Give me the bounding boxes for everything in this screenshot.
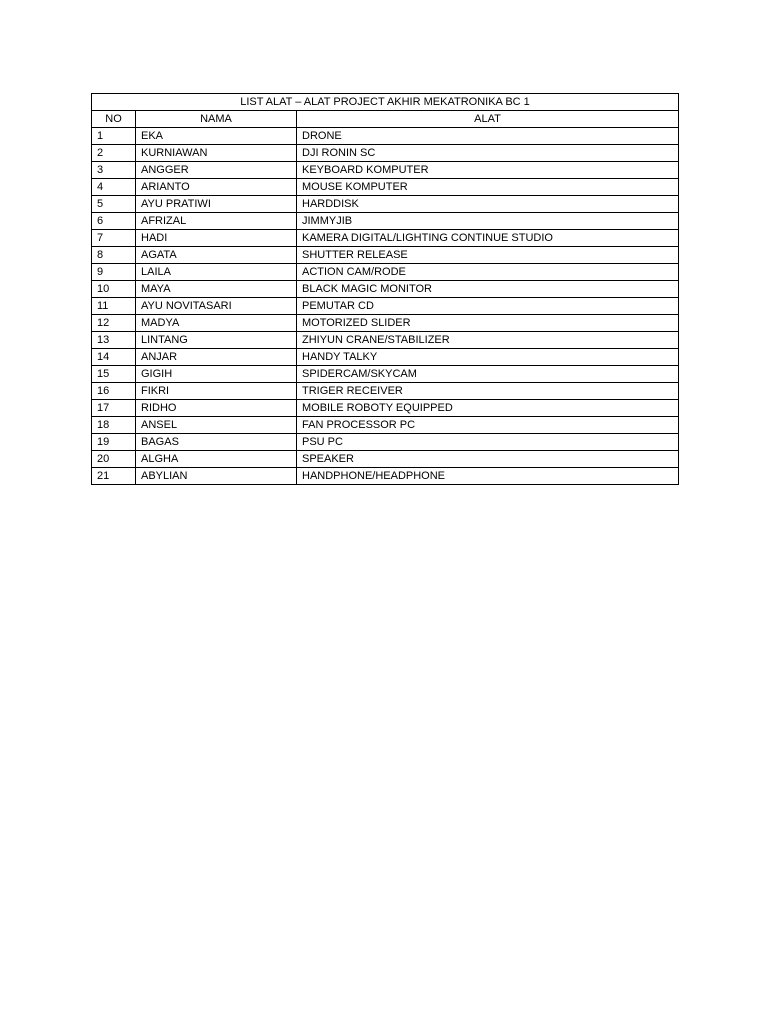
table-row — [92, 162, 679, 179]
equipment-cell: BLACK MAGIC MONITOR — [297, 281, 679, 298]
row-number-cell: 5 — [92, 196, 136, 213]
table-row — [92, 298, 679, 315]
name-cell: AGATA — [136, 247, 297, 264]
table-row — [92, 213, 679, 230]
table-row — [92, 383, 679, 400]
row-number-cell: 16 — [92, 383, 136, 400]
equipment-cell: HARDDISK — [297, 196, 679, 213]
equipment-cell: SPEAKER — [297, 451, 679, 468]
row-number-cell: 18 — [92, 417, 136, 434]
row-number-cell: 20 — [92, 451, 136, 468]
name-cell: BAGAS — [136, 434, 297, 451]
row-number-cell: 15 — [92, 366, 136, 383]
name-cell: MADYA — [136, 315, 297, 332]
equipment-cell: KAMERA DIGITAL/LIGHTING CONTINUE STUDIO — [297, 230, 679, 247]
equipment-cell: ZHIYUN CRANE/STABILIZER — [297, 332, 679, 349]
name-cell: ANSEL — [136, 417, 297, 434]
name-cell: ARIANTO — [136, 179, 297, 196]
table-body — [92, 128, 679, 485]
row-number-cell: 4 — [92, 179, 136, 196]
row-number-cell: 14 — [92, 349, 136, 366]
name-cell: GIGIH — [136, 366, 297, 383]
equipment-cell: MOBILE ROBOTY EQUIPPED — [297, 400, 679, 417]
equipment-cell: DRONE — [297, 128, 679, 145]
name-cell: ALGHA — [136, 451, 297, 468]
table-row — [92, 468, 679, 485]
equipment-cell: PEMUTAR CD — [297, 298, 679, 315]
column-header-nama: NAMA — [136, 111, 297, 128]
column-header-alat: ALAT — [297, 111, 679, 128]
name-cell: RIDHO — [136, 400, 297, 417]
row-number-cell: 2 — [92, 145, 136, 162]
name-cell: AFRIZAL — [136, 213, 297, 230]
table-row — [92, 451, 679, 468]
row-number-cell: 11 — [92, 298, 136, 315]
name-cell: LAILA — [136, 264, 297, 281]
table-row — [92, 281, 679, 298]
equipment-cell: HANDPHONE/HEADPHONE — [297, 468, 679, 485]
table-row — [92, 145, 679, 162]
title-row — [92, 94, 679, 111]
row-number-cell: 7 — [92, 230, 136, 247]
name-cell: ANGGER — [136, 162, 297, 179]
table-row — [92, 128, 679, 145]
equipment-cell: HANDY TALKY — [297, 349, 679, 366]
row-number-cell: 12 — [92, 315, 136, 332]
equipment-cell: KEYBOARD KOMPUTER — [297, 162, 679, 179]
equipment-cell: SPIDERCAM/SKYCAM — [297, 366, 679, 383]
row-number-cell: 3 — [92, 162, 136, 179]
name-cell: AYU PRATIWI — [136, 196, 297, 213]
row-number-cell: 1 — [92, 128, 136, 145]
equipment-cell: SHUTTER RELEASE — [297, 247, 679, 264]
name-cell: HADI — [136, 230, 297, 247]
row-number-cell: 8 — [92, 247, 136, 264]
row-number-cell: 21 — [92, 468, 136, 485]
equipment-cell: PSU PC — [297, 434, 679, 451]
equipment-cell: FAN PROCESSOR PC — [297, 417, 679, 434]
name-cell: LINTANG — [136, 332, 297, 349]
header-row — [92, 111, 679, 128]
row-number-cell: 17 — [92, 400, 136, 417]
name-cell: ABYLIAN — [136, 468, 297, 485]
equipment-list-table — [91, 93, 679, 485]
equipment-cell: TRIGER RECEIVER — [297, 383, 679, 400]
name-cell: MAYA — [136, 281, 297, 298]
equipment-cell: DJI RONIN SC — [297, 145, 679, 162]
table-row — [92, 247, 679, 264]
name-cell: ANJAR — [136, 349, 297, 366]
equipment-cell: MOTORIZED SLIDER — [297, 315, 679, 332]
row-number-cell: 10 — [92, 281, 136, 298]
row-number-cell: 9 — [92, 264, 136, 281]
table-row — [92, 434, 679, 451]
table-row — [92, 230, 679, 247]
table-title: LIST ALAT – ALAT PROJECT AKHIR MEKATRONIKA BC 1 — [92, 94, 679, 111]
row-number-cell: 13 — [92, 332, 136, 349]
table-row — [92, 332, 679, 349]
name-cell: AYU NOVITASARI — [136, 298, 297, 315]
name-cell: KURNIAWAN — [136, 145, 297, 162]
equipment-cell: MOUSE KOMPUTER — [297, 179, 679, 196]
table-row — [92, 196, 679, 213]
table-row — [92, 417, 679, 434]
table-row — [92, 400, 679, 417]
equipment-cell: JIMMYJIB — [297, 213, 679, 230]
table-row — [92, 315, 679, 332]
row-number-cell: 19 — [92, 434, 136, 451]
table-row — [92, 264, 679, 281]
table-row — [92, 349, 679, 366]
table-row — [92, 179, 679, 196]
name-cell: EKA — [136, 128, 297, 145]
column-header-no: NO — [92, 111, 136, 128]
name-cell: FIKRI — [136, 383, 297, 400]
row-number-cell: 6 — [92, 213, 136, 230]
equipment-cell: ACTION CAM/RODE — [297, 264, 679, 281]
table-row — [92, 366, 679, 383]
